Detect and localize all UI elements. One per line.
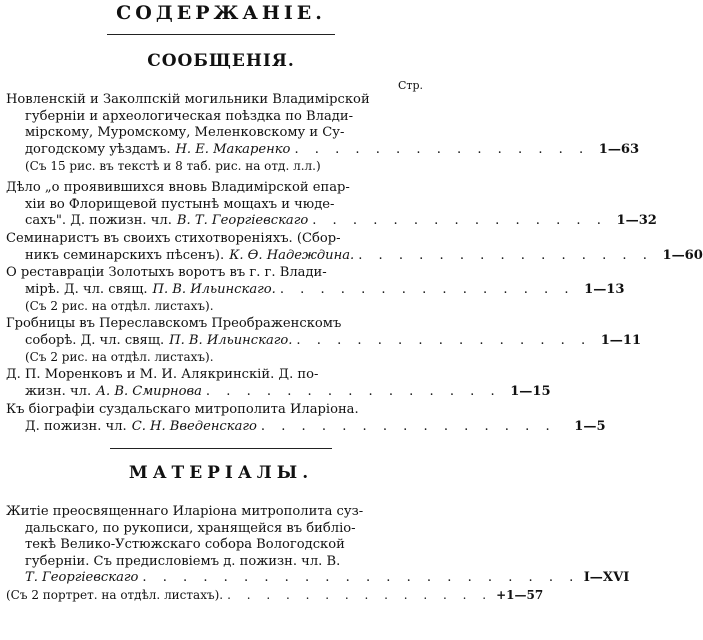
entry-author: П. В. Ильинскаго. bbox=[169, 332, 293, 348]
toc-entry bbox=[6, 367, 551, 400]
entry-page-range: +1—57 bbox=[496, 587, 544, 602]
entry-author: Т. Георгіевскаго bbox=[25, 570, 139, 586]
section-divider bbox=[110, 448, 332, 449]
section-heading-materials: МАТЕРІАЛЫ. bbox=[128, 463, 314, 483]
entry-line: Новленскій и Заколпскій могильники Владимірской bbox=[6, 92, 370, 107]
entry-page-range: 1—63 bbox=[598, 141, 640, 157]
entry-line: Д. П. Моренковъ и М. И. Алякринскій. Д. по- bbox=[6, 367, 319, 382]
entry-page-range: 1—32 bbox=[616, 213, 657, 229]
entry-page-range: 1—11 bbox=[600, 332, 642, 348]
leader-dots: . . . . . . . . . . . . . . . bbox=[294, 141, 590, 157]
title-rule bbox=[107, 34, 335, 35]
entry-page-range: 1—5 bbox=[574, 418, 606, 434]
entry-line: губерніи. Съ предисловіемъ д. пожизн. чл. В. bbox=[25, 553, 341, 569]
entry-author: К. Ѳ. Надеждина. bbox=[229, 247, 355, 263]
leader-dots: . . . . . . . . . . . . . . bbox=[227, 587, 493, 602]
entry-line: догодскому уѣздамъ. bbox=[25, 141, 171, 157]
toc-entry bbox=[6, 504, 630, 604]
entry-author: С. Н. Введенскаго bbox=[131, 418, 257, 434]
leader-dots: . . . . . . . . . . . . . . . bbox=[260, 418, 556, 434]
entry-note: (Съ 2 рис. на отдѣл. листахъ). bbox=[25, 350, 214, 365]
entry-line: Гробницы въ Переславскомъ Преображенскомъ bbox=[6, 316, 342, 331]
entry-page-range: 1—60 bbox=[662, 247, 703, 263]
entry-line: Д. пожизн. чл. bbox=[25, 418, 127, 434]
entry-line: губерніи и археологическая поѣздка по Влади- bbox=[25, 108, 354, 124]
toc-entry bbox=[6, 180, 657, 230]
entry-line: никъ семинарскихъ пѣсенъ). bbox=[25, 247, 225, 263]
page-title: СОДЕРЖАНІЕ. bbox=[116, 2, 326, 24]
entry-line: жизн. чл. bbox=[25, 383, 92, 399]
section-heading-messages: СООБЩЕНІЯ. bbox=[147, 51, 295, 71]
toc-entry bbox=[6, 92, 640, 175]
entry-author: Н. Е. Макаренко bbox=[175, 141, 291, 157]
entry-note: (Съ 15 рис. въ текстѣ и 8 таб. рис. на отд. л.л.) bbox=[25, 159, 321, 174]
leader-dots: . . . . . . . . . . . . . . . . . . . . . . bbox=[142, 570, 580, 586]
leader-dots: . . . . . . . . . . . . . . . bbox=[358, 247, 653, 263]
entry-line: мірѣ. Д. чл. свящ. bbox=[25, 281, 148, 297]
entry-line: О реставраціи Золотыхъ воротъ въ г. г. Влади- bbox=[6, 265, 327, 280]
entry-page-range: 1—13 bbox=[584, 281, 625, 297]
entry-line: хіи во Флорищевой пустынѣ мощахъ и чюде- bbox=[25, 196, 335, 212]
toc-entry bbox=[6, 231, 703, 264]
entry-line: Къ біографіи суздальскаго митрополита Иларіона. bbox=[6, 402, 359, 417]
leader-dots: . . . . . . . . . . . . . . . bbox=[296, 332, 592, 348]
entry-note: (Съ 2 рис. на отдѣл. листахъ). bbox=[25, 299, 214, 314]
leader-dots: . . . . . . . . . . . . . . . bbox=[205, 383, 501, 399]
entry-line: сахъ". Д. пожизн. чл. bbox=[25, 213, 172, 229]
entry-author: А. В. Смирнова bbox=[96, 383, 202, 399]
leader-dots: . . . . . . . . . . . . . . . bbox=[279, 281, 575, 297]
entry-note: (Съ 2 портрет. на отдѣл. листахъ). bbox=[6, 587, 224, 602]
toc-entry bbox=[6, 402, 606, 435]
entry-page-range: 1—15 bbox=[510, 383, 551, 399]
toc-entry bbox=[6, 265, 625, 315]
entry-author: В. Т. Георгіевскаго bbox=[176, 213, 309, 229]
entry-line: соборѣ. Д. чл. свящ. bbox=[25, 332, 165, 348]
toc-entry bbox=[6, 316, 642, 366]
entry-line: Дѣло „о проявившихся вновь Владимірской епар- bbox=[6, 180, 350, 195]
leader-dots: . . . . . . . . . . . . . . . bbox=[312, 213, 607, 229]
entry-line: Семинаристъ въ своихъ стихотвореніяхъ. (Сбор- bbox=[6, 231, 341, 246]
entry-author: П. В. Ильинскаго. bbox=[152, 281, 276, 297]
entry-page-range: I—XVI bbox=[583, 570, 630, 586]
entry-line: Житіе преосвященнаго Иларіона митрополита суз- bbox=[6, 504, 364, 519]
entry-line: дальскаго, по рукописи, хранящейся въ библіо- bbox=[25, 520, 356, 536]
entry-line: мірскому, Муромскому, Меленковскому и Су- bbox=[25, 125, 345, 141]
page-column-label: Стр. bbox=[398, 79, 424, 92]
entry-line: текѣ Велико-Устюжскаго собора Вологодской bbox=[25, 537, 345, 553]
